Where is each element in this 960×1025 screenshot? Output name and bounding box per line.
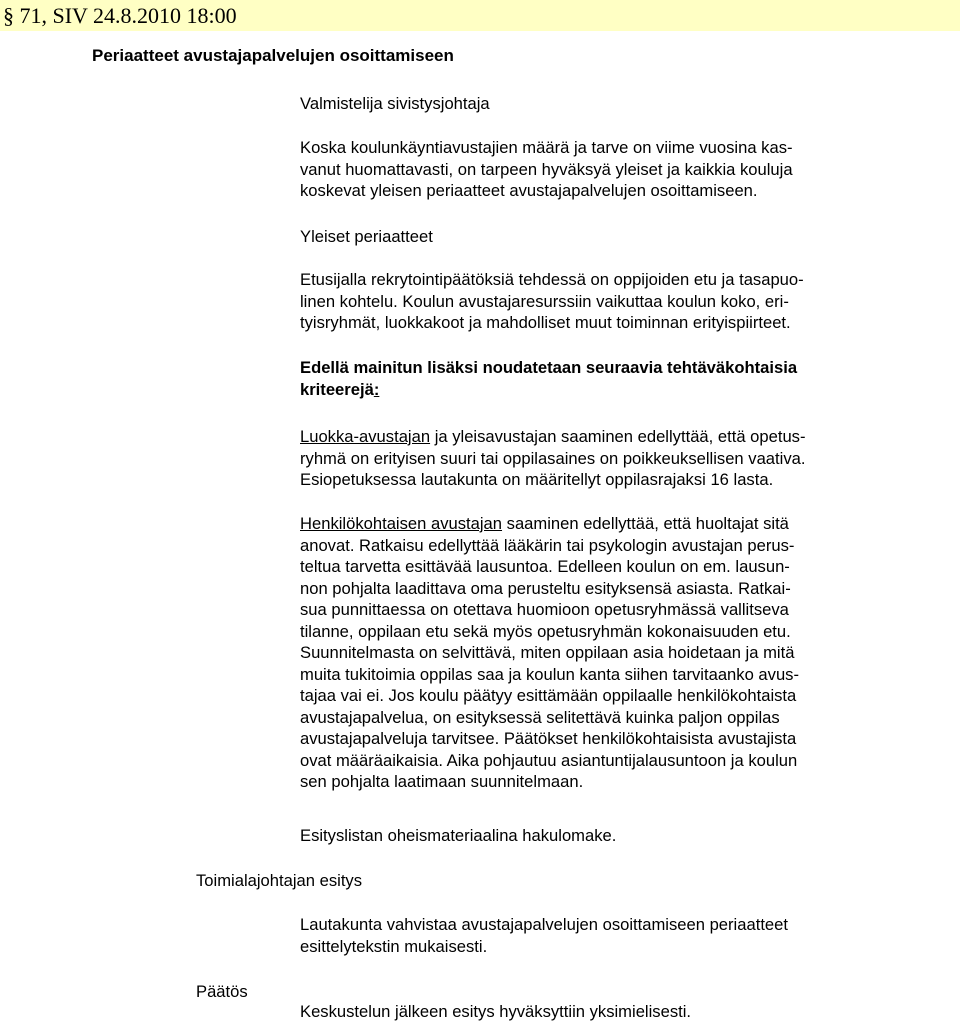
personal-assistant-line: muita tukitoimia oppilas saa ja koulun kanta siihen tarvitaanko avus- — [300, 664, 800, 684]
proposal-line: esittelytekstin mukaisesti. — [300, 936, 488, 956]
general-line: tyisryhmät, luokkakoot ja mahdolliset muut toiminnan erityispiirteet. — [300, 313, 791, 332]
criteria-heading — [300, 357, 882, 400]
class-assistant-first-line — [300, 426, 882, 448]
general-line: linen kohtelu. Koulun avustajaresurssiin vaikuttaa koulun koko, eri- — [300, 291, 789, 311]
general-line: Etusijalla rekrytointipäätöksiä tehdessä on oppijoiden etu ja tasapuo- — [300, 270, 804, 289]
criteria-line: Edellä mainitun lisäksi noudatetaan seuraavia tehtäväkohtaisia — [300, 358, 798, 377]
preparer-text: Valmistelija sivistysjohtaja — [300, 94, 490, 113]
page-title: Periaatteet avustajapalvelujen osoittamiseen — [92, 46, 454, 65]
class-assistant-first-rest: ja yleisavustajan saaminen edellyttää, että opetus- — [430, 427, 806, 446]
class-assistant-term: Luokka-avustajan — [300, 427, 431, 446]
criteria-colon: : — [373, 379, 380, 399]
general-heading — [300, 226, 882, 248]
section-header — [0, 0, 960, 31]
proposal-paragraph — [300, 914, 882, 957]
intro-line: koskevat yleisen periaatteet avustajapalvelujen osoittamiseen. — [300, 181, 758, 200]
intro-paragraph — [300, 137, 882, 202]
personal-assistant-line: tajaa vai ei. Jos koulu päätyy esittämään oppilaalle henkilökohtaista — [300, 686, 797, 705]
personal-assistant-first-line — [300, 513, 882, 535]
criteria-term: kriteerejä — [300, 379, 374, 399]
personal-assistant-first-rest: saaminen edellyttää, että huoltajat sitä — [502, 514, 789, 533]
attachment-text: Esityslistan oheismateriaalina hakulomake. — [300, 826, 617, 845]
personal-assistant-line: avustajapalvelua, on esityksessä selitettävä kuinka paljon oppilas — [300, 707, 780, 727]
class-assistant-paragraph — [300, 426, 882, 491]
general-paragraph — [300, 269, 882, 334]
personal-assistant-line: sen pohjalta laatimaan suunnitelmaan. — [300, 772, 584, 791]
intro-line: vanut huomattavasti, on tarpeen hyväksyä yleiset ja kaikkia kouluja — [300, 159, 793, 179]
section-heading: § 71, SIV 24.8.2010 18:00 — [3, 3, 237, 28]
personal-assistant-line: sua punnittaessa on otettava huomioon opetusryhmässä vallitseva — [300, 600, 789, 619]
personal-assistant-line: anovat. Ratkaisu edellyttää lääkärin tai psykologin avustajan perus- — [300, 535, 795, 555]
personal-assistant-line: tilanne, oppilaan etu sekä myös opetusryhmän kokonaisuuden etu. — [300, 621, 791, 641]
class-assistant-line: Esiopetuksessa lautakunta on määritellyt oppilasrajaksi 16 lasta. — [300, 470, 774, 489]
personal-assistant-line: ovat määräaikaisia. Aika pohjautuu asiantuntijalausuntoon ja koulun — [300, 750, 798, 770]
personal-assistant-term: Henkilökohtaisen avustajan — [300, 514, 503, 533]
intro-line: Koska koulunkäyntiavustajien määrä ja tarve on viime vuosina kas- — [300, 138, 793, 157]
proposal-label: Toimialajohtajan esitys — [196, 871, 363, 890]
personal-assistant-line: non pohjalta laadittava oma perusteltu esityksensä asiasta. Ratkai- — [300, 578, 791, 598]
general-heading-text: Yleiset periaatteet — [300, 227, 433, 246]
personal-assistant-line: Suunnitelmasta on selvittävä, miten oppilaan asia hoidetaan ja mitä — [300, 643, 795, 662]
criteria-line — [300, 379, 882, 401]
decision-label: Päätös — [196, 982, 248, 1001]
personal-assistant-paragraph — [300, 513, 882, 793]
personal-assistant-line: teltua tarvetta esittävää lausuntoa. Edelleen koulun on em. lausun- — [300, 557, 790, 576]
decision-paragraph — [300, 1001, 882, 1023]
proposal-line: Lautakunta vahvistaa avustajapalvelujen osoittamiseen periaatteet — [300, 915, 788, 934]
personal-assistant-line: avustajapalveluja tarvitsee. Päätökset henkilökohtaisista avustajista — [300, 729, 797, 748]
preparer — [300, 93, 882, 115]
attachment-note — [300, 825, 882, 847]
class-assistant-line: ryhmä on erityisen suuri tai oppilasaines on poikkeuksellisen vaativa. — [300, 448, 806, 468]
decision-text: Keskustelun jälkeen esitys hyväksyttiin yksimielisesti. — [300, 1002, 692, 1021]
